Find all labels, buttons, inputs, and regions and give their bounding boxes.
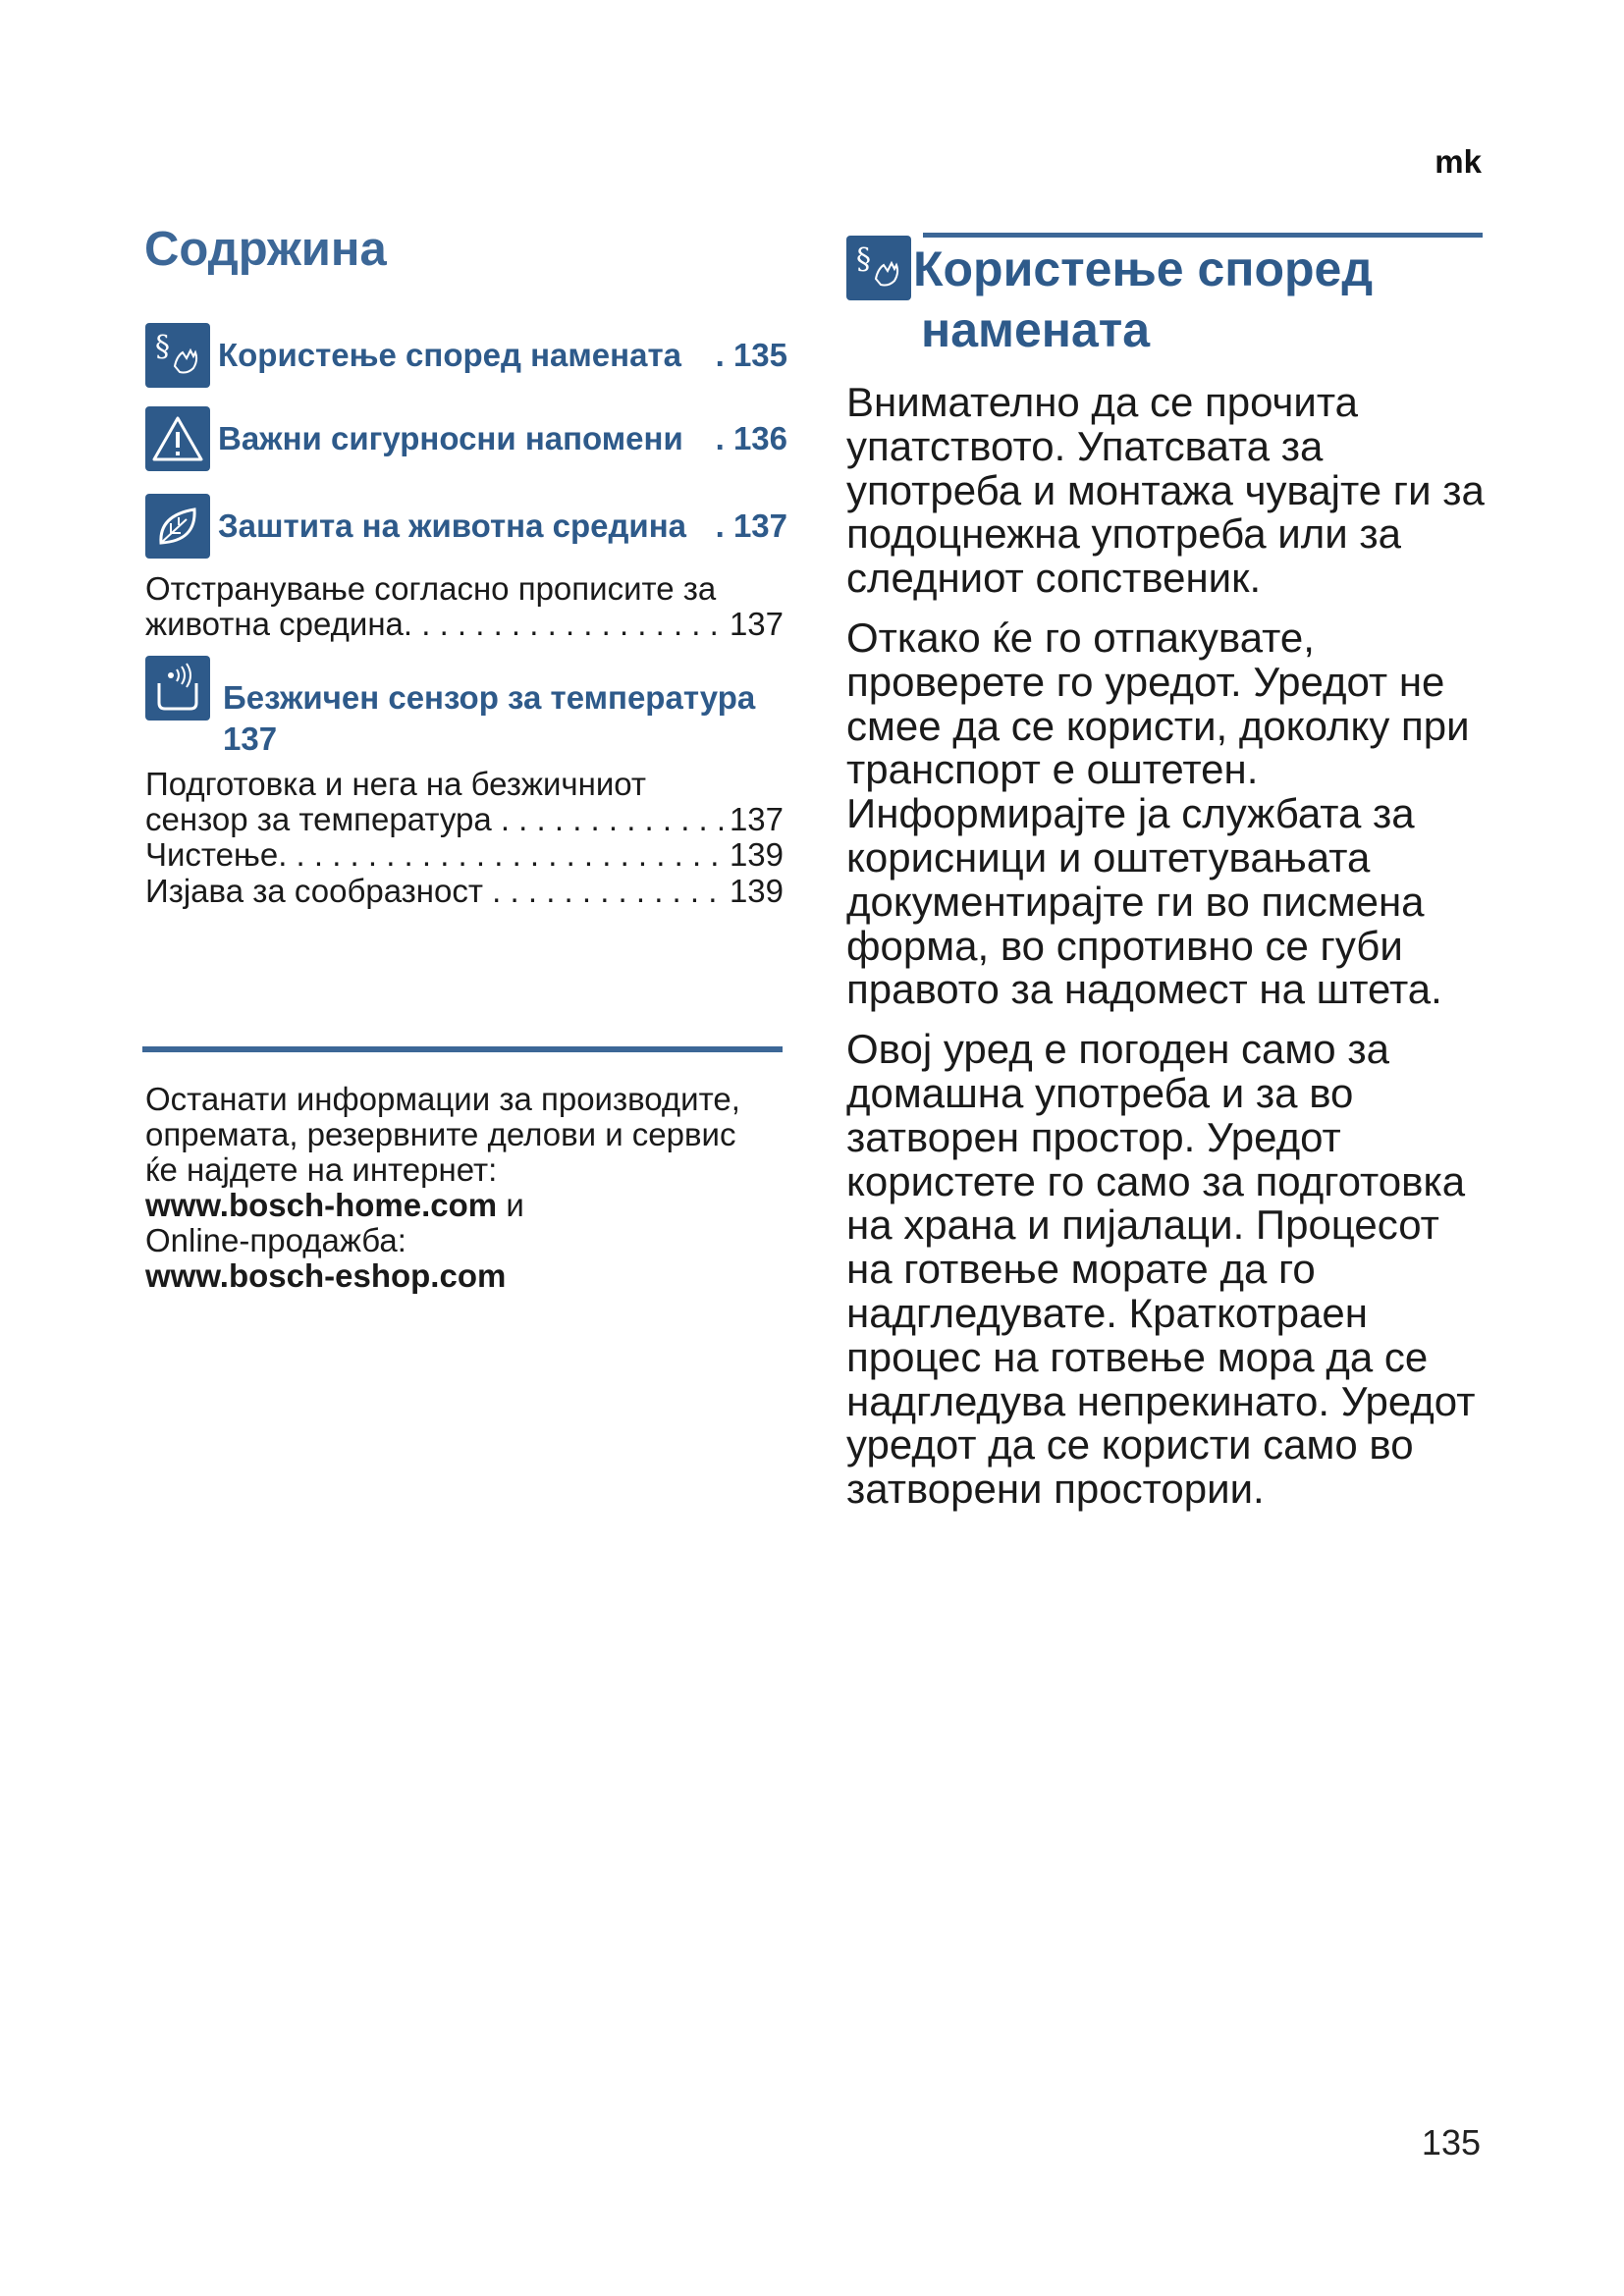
- toc-subentry-page: 137: [726, 802, 784, 837]
- toc-entry-wireless-sensor[interactable]: [145, 656, 210, 721]
- toc-subentry-conformity[interactable]: [145, 874, 784, 909]
- wireless-sensor-icon: [145, 656, 210, 721]
- section-title-line: намената: [921, 302, 1151, 357]
- paragraph: Внимателно да се прочита упатството. Упатсвата за употреба и монтажа чувајте ги за подоцнежна употреба или за следниот сопственик.: [846, 379, 1485, 602]
- toc-subentry-cleaning[interactable]: [145, 837, 784, 873]
- toc-subentry-label: Чистење.: [145, 837, 288, 873]
- section-hand-icon: [145, 323, 210, 388]
- toc-entry-safety[interactable]: Важни сигурносни напомени . 136: [145, 406, 787, 471]
- paragraph: Откако ќе го отпакувате, проверете го уредот. Уредот не смее да се користи, доколку при транспорт е оштетен. Информирајте ја службата за корисници и оштетувањата документирајте ги во писмена форма, во спротивно се губи правото за надомест на штета.: [846, 614, 1470, 1013]
- toc-subentry-disposal[interactable]: [145, 571, 784, 642]
- toc-entry-page: 135: [732, 337, 787, 373]
- svg-text:§: §: [856, 242, 871, 277]
- toc-entry-label: Важни сигурносни напомени: [218, 420, 683, 456]
- section-title: [913, 239, 1483, 360]
- toc-entry-label-block: [223, 677, 812, 760]
- toc-subentry-label: Отстранување согласно прописите за: [145, 570, 717, 607]
- toc-subentry-page: 137: [726, 607, 784, 642]
- toc-subentry-label: животна средина.: [145, 607, 413, 642]
- toc-subentry-label: Изјава за сообразност: [145, 874, 484, 909]
- toc-subentry-label: сензор за температура: [145, 802, 492, 837]
- toc-entry-environment[interactable]: Заштита на животна средина . 137: [145, 494, 787, 559]
- toc-entry-intended-use[interactable]: § Користење според намената . 135: [145, 323, 787, 388]
- toc-subentry-page: 139: [726, 837, 784, 873]
- warning-icon: [145, 406, 210, 471]
- section-body: [846, 381, 1494, 1527]
- info-text: и: [506, 1187, 524, 1223]
- toc-entry-page: 137: [732, 507, 787, 544]
- paragraph: Овој уред е погоден само за домашна употреба и за во затворен простор. Уредот користете го само за подготовка на храна и пијалаци. Процесот на готвење морате да го надгледувате. Краткотраен процес на готвење мора да се надгледува непрекинато. Уредот уредот да се користи само во затворени простории.: [846, 1026, 1476, 1513]
- toc-entry-label: Безжичен сензор за температура: [223, 679, 756, 716]
- toc-subentry-label: Подготовка и нега на безжичниот: [145, 766, 647, 802]
- info-text: ќе најдете на интернет:: [145, 1151, 498, 1188]
- svg-text:§: §: [155, 330, 170, 364]
- toc-subentry-page: 139: [726, 874, 784, 909]
- page-number: 135: [1421, 2122, 1481, 2163]
- leaf-icon: [145, 494, 210, 559]
- info-text: опремата, резервните делови и сервис: [145, 1116, 736, 1152]
- info-text: Останати информации за производите,: [145, 1081, 740, 1117]
- section-rule: [923, 233, 1483, 238]
- section-hand-icon: [846, 236, 911, 300]
- language-code: mk: [1435, 143, 1482, 180]
- more-info-block: [145, 1082, 784, 1294]
- eshop-link[interactable]: www.bosch-eshop.com: [145, 1257, 507, 1294]
- section-title-line: Користење според: [913, 241, 1374, 296]
- toc-entry-label: Заштита на животна средина: [218, 507, 686, 544]
- toc-entry-label: Користење според намената: [218, 337, 681, 373]
- toc-title: Содржина: [144, 223, 387, 276]
- website-link[interactable]: www.bosch-home.com: [145, 1187, 498, 1223]
- divider: [142, 1046, 783, 1052]
- toc-entry-page: 136: [732, 420, 787, 456]
- toc-subentry-care[interactable]: [145, 767, 784, 837]
- info-text: Online-продажба:: [145, 1222, 406, 1258]
- toc-entry-page: 137: [223, 721, 278, 757]
